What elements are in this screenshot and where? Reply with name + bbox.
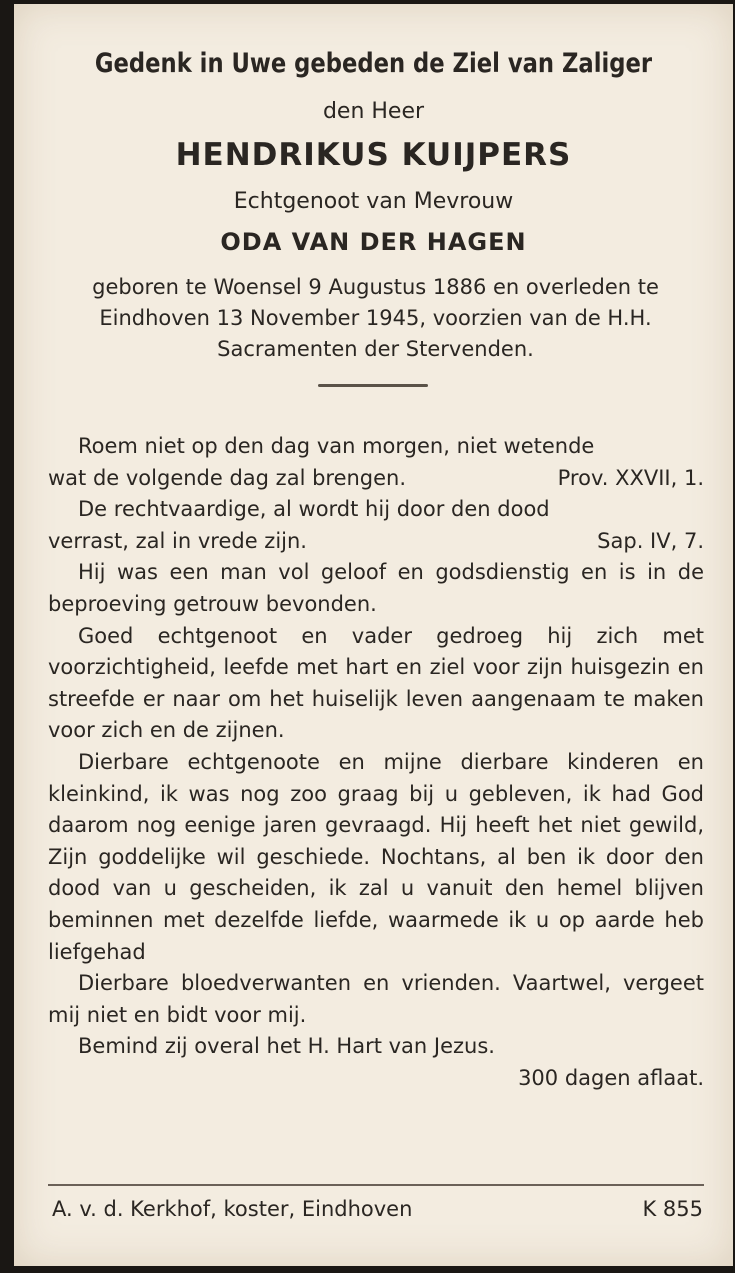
spouse-intro: Echtgenoot van Mevrouw xyxy=(233,189,514,214)
verse-text: De rechtvaardige, al wordt hij door den dood xyxy=(78,497,550,522)
verse-1-line-2 xyxy=(48,463,704,495)
paragraph-husband: Goed echtgenoot en vader gedroeg hij zich met voorzichtigheid, leefde met hart en ziel voor zijn huisgezin en streefde er naar om het huiselijk leven aangenaam te maken voor zich en de zijnen. xyxy=(48,623,704,743)
deceased-name: HENDRIKUS KUIJPERS xyxy=(175,137,572,173)
printer-credit: A. v. d. Kerkhof, koster, Eindhoven xyxy=(52,1197,413,1221)
verse-2-line-1 xyxy=(48,494,704,526)
paragraph-relatives: Dierbare bloedverwanten en vrienden. Vaartwel, vergeet mij niet en bidt voor mij. xyxy=(48,971,704,1027)
verses-block xyxy=(48,431,704,1094)
paragraph-faith: Hij was een man vol geloof en godsdienstig en is in de beproeving getrouw bevonden. xyxy=(48,560,704,616)
title-line: den Heer xyxy=(322,99,425,124)
verse-reference: Sap. IV, 7. xyxy=(597,528,704,553)
divider-line xyxy=(318,384,428,387)
paragraph-family: Dierbare echtgenoote en mijne dierbare kinderen en kleinkind, ik was nog zoo graag bij u gebleven, ik had God daarom nog eenige jaren gevraagd. Hij heeft het niet gewild, Zijn goddelijke wil geschiede. Nochtans, al ben ik door den dood van u gescheiden, ik zal u vanuit den hemel blijven beminnen met dezelfde liefde, waarmede ik u op aarde heb liefgehad xyxy=(48,749,704,964)
verse-text: verrast, zal in vrede zijn. xyxy=(48,528,307,553)
verse-1-line-1 xyxy=(48,431,704,463)
verse-2-line-2 xyxy=(48,526,704,558)
prayer-request-line: Gedenk in Uwe gebeden de Ziel van Zaliger xyxy=(94,48,653,79)
verse-text: Roem niet op den dag van morgen, niet wetende xyxy=(78,434,595,458)
spouse-name: ODA VAN DER HAGEN xyxy=(220,228,527,256)
birth-death-text: geboren te Woensel 9 Augustus 1886 en overleden te Eindhoven 13 November 1945, voorzien van de H.H. Sacramenten der Stervenden. xyxy=(92,275,659,361)
indulgence-note: 300 dagen aflaat. xyxy=(518,1065,704,1090)
closing-prayer: Bemind zij overal het H. Hart van Jezus. xyxy=(78,1034,495,1059)
verse-reference: Prov. XXVII, 1. xyxy=(557,465,704,490)
memorial-card xyxy=(14,4,733,1266)
card-code: K 855 xyxy=(642,1197,703,1221)
verse-text: wat de volgende dag zal brengen. xyxy=(48,465,407,490)
footer-divider xyxy=(48,1184,704,1186)
